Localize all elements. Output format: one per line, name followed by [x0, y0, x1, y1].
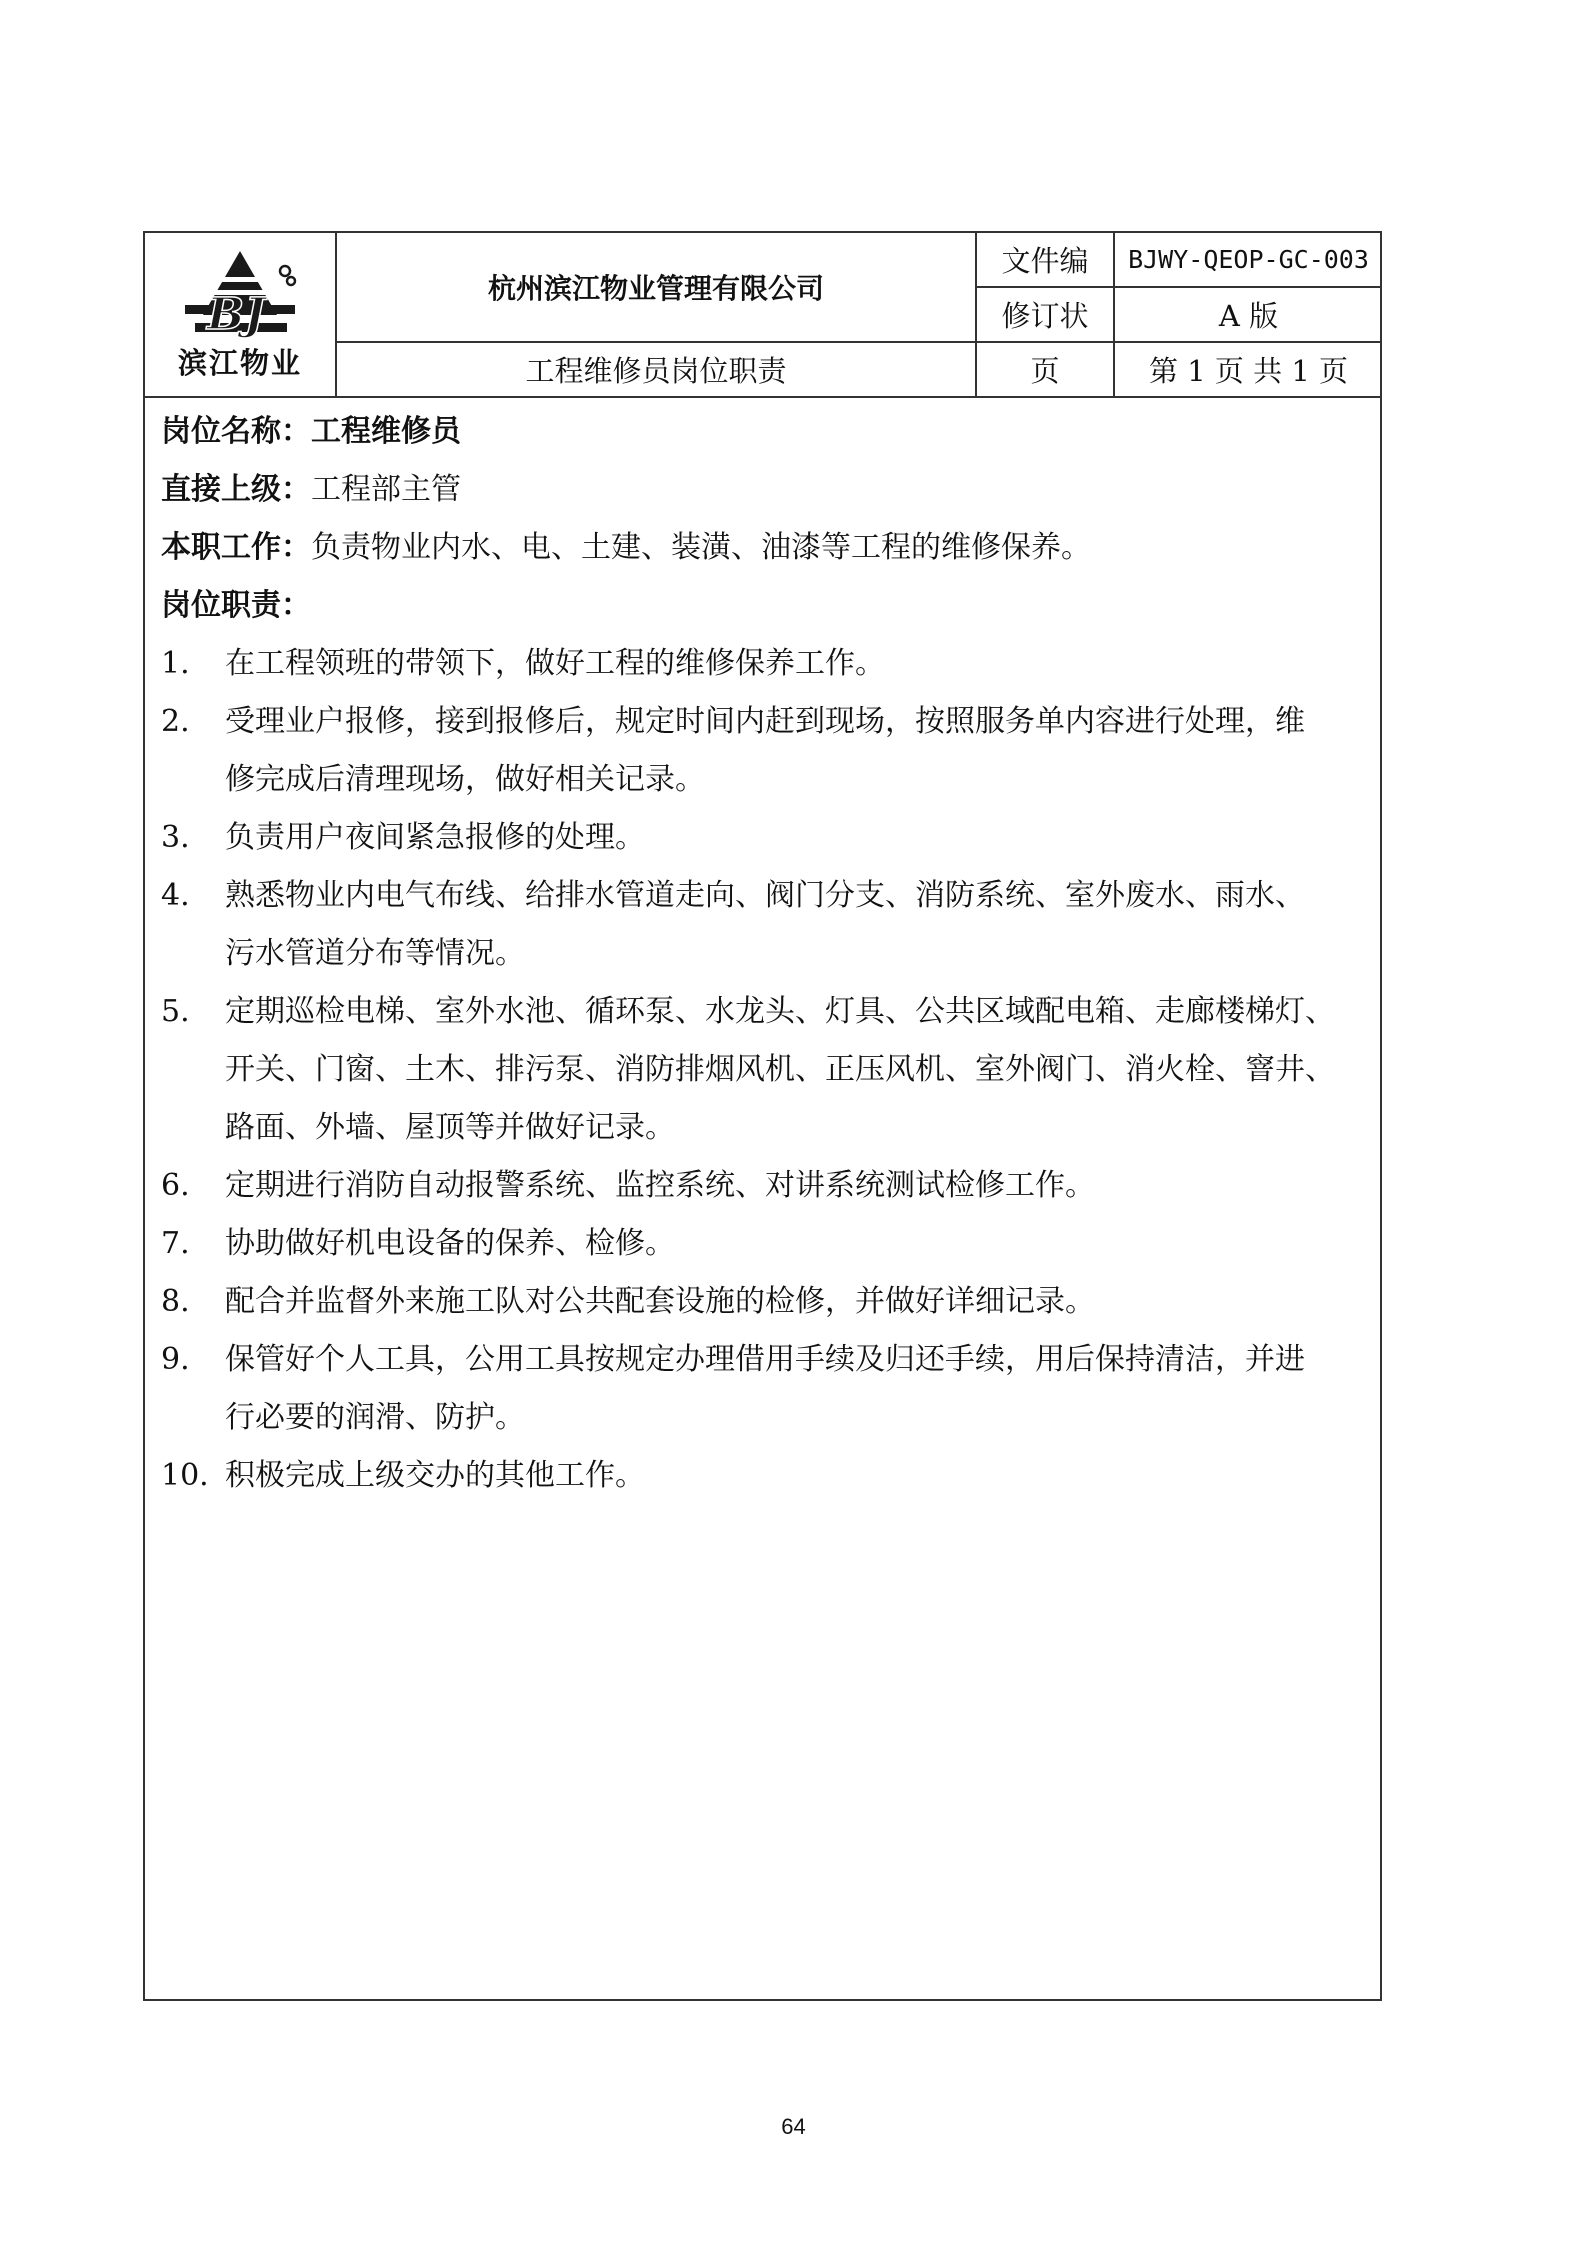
list-item-text: 定期巡检电梯、室外水池、循环泵、水龙头、灯具、公共区域配电箱、走廊楼梯灯、 — [225, 994, 1335, 1029]
list-item-number: 6. — [161, 1168, 190, 1203]
company-name: 杭州滨江物业管理有限公司 — [487, 272, 824, 305]
list-item-text: 积极完成上级交办的其他工作。 — [225, 1458, 645, 1493]
duties-heading-row — [161, 577, 1371, 635]
list-item-text: 受理业户报修，接到报修后，规定时间内赶到现场，按照服务单内容进行处理，维 — [225, 704, 1305, 739]
field-label-revision: 修订状 — [1001, 299, 1089, 333]
list-item-text: 配合并监督外来施工队对公共配套设施的检修，并做好详细记录。 — [225, 1284, 1095, 1319]
list-item-text: 在工程领班的带领下，做好工程的维修保养工作。 — [225, 646, 885, 681]
list-item — [161, 1447, 1371, 1505]
field-value-doc-number: BJWY-QEOP-GC-003 — [1128, 245, 1369, 274]
list-item — [161, 1157, 1371, 1215]
list-item-text: 定期进行消防自动报警系统、监控系统、对讲系统测试检修工作。 — [225, 1168, 1095, 1203]
list-item-number: 4. — [161, 878, 190, 913]
list-item-text: 熟悉物业内电气布线、给排水管道走向、阀门分支、消防系统、室外废水、雨水、 — [225, 878, 1305, 913]
page-number: 64 — [781, 2114, 806, 2139]
position-name-row — [161, 403, 1371, 461]
main-work-label: 本职工作： — [161, 530, 311, 565]
list-item-number: 7. — [161, 1226, 190, 1261]
list-item-text: 修完成后清理现场，做好相关记录。 — [225, 762, 705, 797]
svg-text:BJ: BJ — [207, 289, 266, 340]
list-item — [161, 1331, 1371, 1447]
position-name-label: 岗位名称： — [161, 414, 311, 449]
list-item-number: 2. — [161, 704, 190, 739]
direct-superior-label: 直接上级： — [161, 472, 311, 507]
logo-text: 滨江物业 — [177, 346, 302, 380]
main-work-row — [161, 519, 1371, 577]
direct-superior-value: 工程部主管 — [311, 472, 461, 507]
list-item — [161, 1273, 1371, 1331]
duties-list — [161, 635, 1371, 1505]
document-frame — [143, 231, 1382, 2001]
list-item-text: 负责用户夜间紧急报修的处理。 — [225, 820, 645, 855]
list-item — [161, 867, 1371, 983]
list-item-number: 10. — [161, 1458, 209, 1493]
list-item-number: 5. — [161, 994, 190, 1029]
field-label-page: 页 — [1030, 354, 1060, 388]
document-title: 工程维修员岗位职责 — [525, 354, 787, 388]
company-logo — [145, 233, 335, 396]
list-item-text: 协助做好机电设备的保养、检修。 — [225, 1226, 675, 1261]
position-name-value: 工程维修员 — [311, 414, 461, 449]
duties-heading: 岗位职责： — [161, 588, 311, 623]
logo-emblem-icon — [145, 233, 335, 341]
list-item — [161, 635, 1371, 693]
list-item-text: 路面、外墙、屋顶等并做好记录。 — [225, 1110, 675, 1145]
list-item — [161, 693, 1371, 809]
direct-superior-row — [161, 461, 1371, 519]
list-item-text: 开关、门窗、土木、排污泵、消防排烟风机、正压风机、室外阀门、消火栓、窨井、 — [225, 1052, 1335, 1087]
list-item — [161, 1215, 1371, 1273]
list-item-text: 行必要的润滑、防护。 — [225, 1400, 525, 1435]
field-label-doc-number: 文件编 — [1001, 244, 1089, 278]
field-value-page: 第 1 页 共 1 页 — [1149, 354, 1348, 388]
document-body — [161, 403, 1371, 1505]
field-value-revision: A 版 — [1218, 299, 1279, 333]
list-item-number: 8. — [161, 1284, 190, 1319]
list-item — [161, 809, 1371, 867]
main-work-value: 负责物业内水、电、土建、装潢、油漆等工程的维修保养。 — [311, 530, 1091, 565]
list-item-text: 污水管道分布等情况。 — [225, 936, 525, 971]
divider — [145, 396, 1382, 398]
list-item-number: 9. — [161, 1342, 190, 1377]
list-item — [161, 983, 1371, 1157]
list-item-number: 3. — [161, 820, 190, 855]
list-item-number: 1. — [161, 646, 190, 681]
list-item-text: 保管好个人工具，公用工具按规定办理借用手续及归还手续，用后保持清洁，并进 — [225, 1342, 1305, 1377]
